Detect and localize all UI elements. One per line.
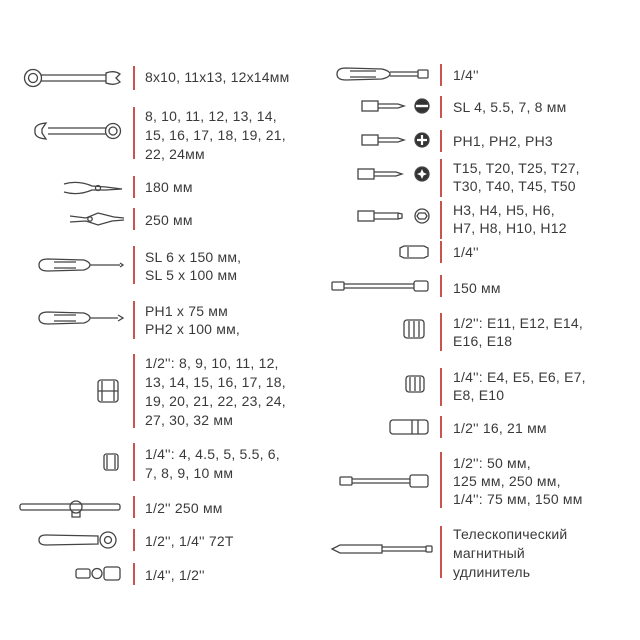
separator-line: [440, 64, 442, 86]
separator-line: [133, 246, 135, 284]
separator-line: [440, 159, 442, 197]
hex-bit-icon: [356, 207, 432, 225]
ratchet-handle-icon: [36, 530, 126, 550]
item-label: 125 мм, 250 мм,: [453, 473, 561, 489]
separator-line: [133, 66, 135, 90]
e-torx-socket-half-icon: [402, 318, 426, 340]
item-label: 22, 24мм: [145, 146, 205, 162]
separator-line: [440, 452, 442, 508]
torx-bit-icon: [356, 165, 432, 183]
open-ring-wrench-icon: [32, 120, 124, 142]
item-label: T15, T20, T25, T27,: [453, 160, 580, 176]
item-label: 8x10, 11x13, 12x14мм: [145, 69, 290, 85]
item-label: H7, H8, H10, H12: [453, 220, 567, 236]
bit-adapter-icon: [398, 243, 430, 261]
separator-line: [133, 301, 135, 339]
universal-joint-icon: [74, 564, 122, 582]
deep-socket-icon: [388, 417, 430, 437]
item-label: 250 мм: [145, 212, 193, 228]
e-torx-socket-quarter-icon: [404, 374, 426, 394]
separator-line: [440, 130, 442, 152]
item-label: SL 4, 5.5, 7, 8 мм: [453, 99, 567, 115]
item-label: PH2 x 100 мм,: [145, 321, 241, 337]
separator-line: [440, 275, 442, 297]
slotted-bit-icon: [360, 97, 432, 115]
separator-line: [440, 201, 442, 239]
item-label: 1/2'' 16, 21 мм: [453, 420, 547, 436]
item-label: магнитный: [453, 545, 525, 561]
sliding-t-bar-icon: [18, 496, 124, 518]
item-label: 180 мм: [145, 179, 193, 195]
item-label: 19, 20, 21, 22, 23, 24,: [145, 393, 286, 409]
item-label: E8, E10: [453, 387, 505, 403]
item-label: T30, T40, T45, T50: [453, 178, 576, 194]
item-label: PH1, PH2, PH3: [453, 133, 553, 149]
item-label: 1/2'', 1/4'' 72T: [145, 533, 234, 549]
socket-half-inch-icon: [96, 378, 120, 404]
item-label: 15, 16, 17, 18, 19, 21,: [145, 127, 286, 143]
item-label: 150 мм: [453, 280, 501, 296]
item-label: 1/4'': 75 мм, 150 мм: [453, 491, 583, 507]
separator-line: [440, 241, 442, 263]
separator-line: [133, 208, 135, 230]
separator-line: [440, 96, 442, 118]
item-label: 1/4'', 1/2'': [145, 567, 205, 583]
item-label: PH1 x 75 мм: [145, 303, 228, 319]
separator-line: [440, 368, 442, 406]
item-label: 1/4'': [453, 244, 479, 260]
combination-wrench-icon: [22, 67, 126, 89]
item-label: 1/2'' 250 мм: [145, 500, 223, 516]
phillips-screwdriver-icon: [36, 309, 126, 327]
item-label: E16, E18: [453, 333, 513, 349]
item-label: 1/2'': 8, 9, 10, 11, 12,: [145, 355, 279, 371]
item-label: 13, 14, 15, 16, 17, 18,: [145, 374, 286, 390]
pliers-icon: [62, 178, 124, 198]
separator-line: [440, 526, 442, 578]
item-label: 1/2'': E11, E12, E14,: [453, 315, 583, 331]
socket-quarter-inch-icon: [102, 452, 120, 472]
item-label: 7, 8, 9, 10 мм: [145, 465, 234, 481]
separator-line: [440, 416, 442, 438]
flexible-extension-icon: [330, 279, 432, 293]
item-label: 1/4'': E4, E5, E6, E7,: [453, 369, 586, 385]
item-label: SL 6 x 150 мм,: [145, 249, 242, 265]
item-label: 1/4'': [453, 67, 479, 83]
separator-line: [133, 354, 135, 428]
separator-line: [440, 313, 442, 351]
separator-line: [133, 107, 135, 159]
locking-pliers-icon: [68, 209, 126, 229]
item-label: 27, 30, 32 мм: [145, 412, 234, 428]
item-label: H3, H4, H5, H6,: [453, 202, 555, 218]
separator-line: [133, 563, 135, 585]
separator-line: [133, 529, 135, 551]
phillips-bit-icon: [360, 131, 432, 149]
separator-line: [133, 443, 135, 481]
extension-bar-icon: [338, 473, 430, 489]
bit-holder-screwdriver-icon: [334, 64, 432, 84]
item-label: SL 5 x 100 мм: [145, 267, 238, 283]
item-label: Телескопический: [453, 526, 568, 542]
item-label: 1/4'': 4, 4.5, 5, 5.5, 6,: [145, 446, 280, 462]
telescopic-magnet-icon: [330, 540, 434, 558]
separator-line: [133, 176, 135, 198]
item-label: 8, 10, 11, 12, 13, 14,: [145, 108, 277, 124]
slotted-screwdriver-icon: [36, 256, 126, 274]
separator-line: [133, 496, 135, 518]
item-label: удлинитель: [453, 564, 531, 580]
item-label: 1/2'': 50 мм,: [453, 455, 531, 471]
